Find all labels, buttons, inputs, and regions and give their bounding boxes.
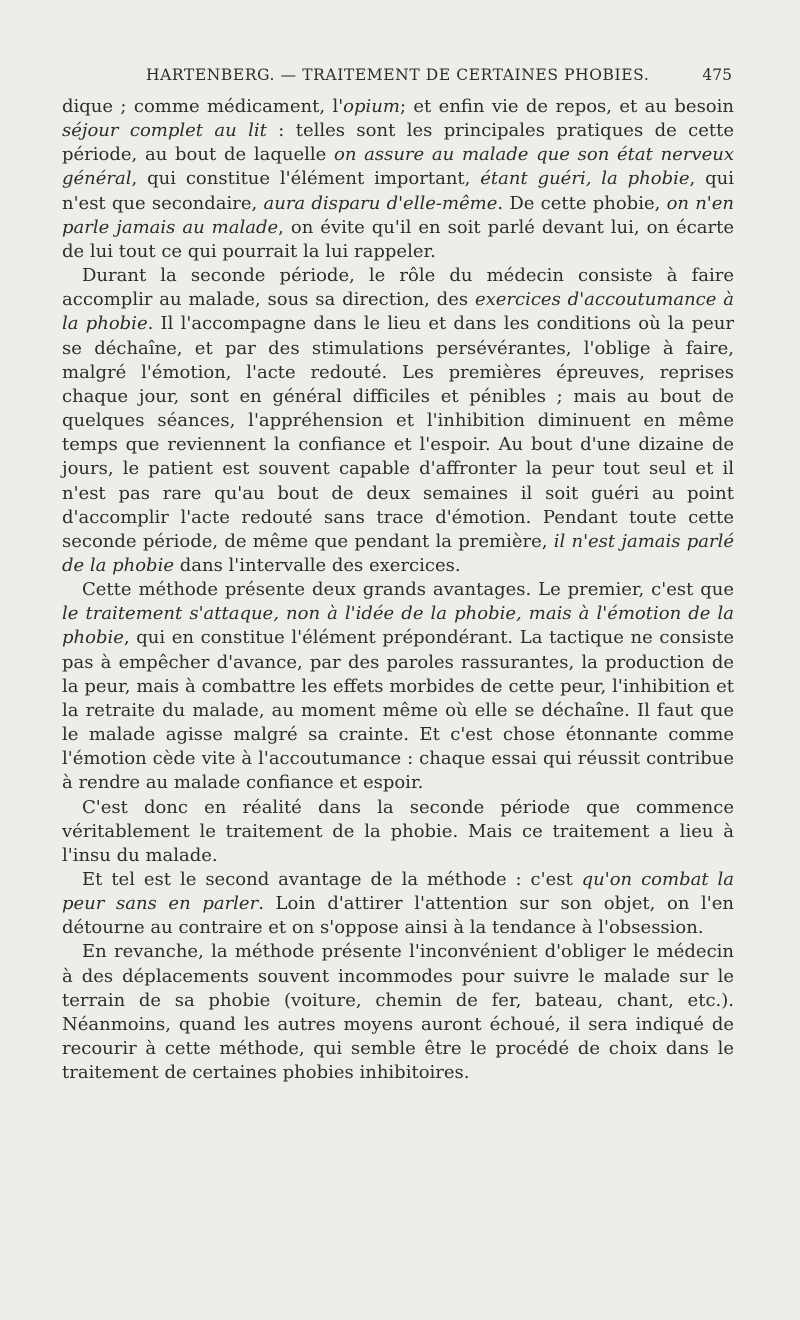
paragraph-2 [62, 264, 734, 578]
running-head: HARTENBERG. — TRAITEMENT DE CERTAINES PHOBIES. [146, 66, 650, 84]
paragraph-6 [62, 940, 734, 1085]
text-run: Cette méthode présente deux grands avantages. Le premier, c'est que [82, 579, 734, 601]
italic-run: aura disparu d'elle-même [263, 192, 498, 214]
page-header [62, 66, 732, 90]
body-text [62, 95, 734, 1085]
italic-run: qu'on combat la peur sans en parler [62, 869, 734, 915]
italic-run: exercices d'accoutumance à la phobie [62, 289, 735, 335]
text-run: . De cette phobie, [497, 192, 667, 214]
text-run: dique ; comme médicament, l' [62, 96, 344, 117]
text-run: ; et enfin vie de repos, et au besoin [399, 96, 734, 117]
text-run: , qui en constitue l'élément prépondérant. La tactique ne consiste pas à empêcher d'avance, par des paroles rassurantes, la production de la peur, mais à combattre les effets morbides de cette peur, l'inhibition et la retraite du malade, au moment même où elle se déchaîne. Il faut que le malade agisse malgré sa crainte. Et c'est chose étonnante comme l'émotion cède vite à l'accoutumance : chaque essai qui réussit contribue à rendre au malade confiance et espoir. [62, 627, 734, 794]
text-run: , qui constitue l'élément important, [131, 168, 481, 190]
paragraph-1 [62, 95, 734, 264]
text-run: Et tel est le second avantage de la méthode : c'est [82, 869, 582, 890]
italic-run: on n'en parle jamais au malade [62, 192, 735, 238]
italic-run: le traitement s'attaque, non à l'idée de la phobie, mais à l'émotion de la phobie [62, 603, 734, 649]
italic-run: on assure au malade que son état nerveux général [62, 144, 734, 190]
text-run: Durant la seconde période, le rôle du médecin consiste à faire accomplir au malade, sous sa direction, des [62, 265, 734, 311]
italic-run: opium [343, 96, 400, 117]
text-run: C'est donc en réalité dans la seconde période que commence véritablement le traitement de la phobie. Mais ce traitement a lieu à l'insu du malade. [62, 796, 734, 866]
italic-run: étant guéri, la phobie [480, 168, 690, 190]
text-run: , qui n'est que secondaire, [62, 168, 734, 214]
paragraph-3 [62, 578, 734, 795]
paragraph-4 [62, 796, 734, 868]
text-run: : telles sont les principales pratiques de cette période, au bout de laquelle [62, 120, 734, 166]
text-run: En revanche, la méthode présente l'inconvénient d'obliger le médecin à des déplacements souvent incommodes pour suivre le malade sur le terrain de sa phobie (voiture, chemin de fer, bateau, chant, etc.). Néanmoins, quand les autres moyens auront échoué, il sera indiqué de recourir à cette méthode, qui semble être le procédé de choix dans le traitement de certaines phobies inhibitoires. [62, 941, 734, 1084]
page-number: 475 [702, 66, 732, 84]
italic-run: il n'est jamais parlé de la phobie [62, 530, 735, 576]
paragraph-5 [62, 868, 734, 940]
italic-run: séjour complet au lit [62, 120, 267, 142]
text-run: . Il l'accompagne dans le lieu et dans les conditions où la peur se déchaîne, et par des stimulations persévérantes, l'oblige à faire, malgré l'émotion, l'acte redouté. Les premières épreuves, reprises chaque jour, sont en général difficiles et pénibles ; mais au bout de quelques séances, l'appréhension et l'inhibition diminuent en même temps que reviennent la confiance et l'espoir. Au bout d'une dizaine de jours, le patient est souvent capable d'affronter la peur tout seul et il n'est pas rare qu'au bout de deux semaines il soit guéri au point d'accomplir l'acte redouté sans trace d'émotion. Pendant toute cette seconde période, de même que pendant la première, [62, 313, 735, 552]
text-run: , on évite qu'il en soit parlé devant lui, on écarte de lui tout ce qui pourrait la lui rappeler. [62, 216, 734, 262]
text-run: . Loin d'attirer l'attention sur son objet, on l'en détourne au contraire et on s'oppose ainsi à la tendance à l'obsession. [62, 893, 734, 939]
text-run: dans l'intervalle des exercices. [174, 554, 461, 576]
